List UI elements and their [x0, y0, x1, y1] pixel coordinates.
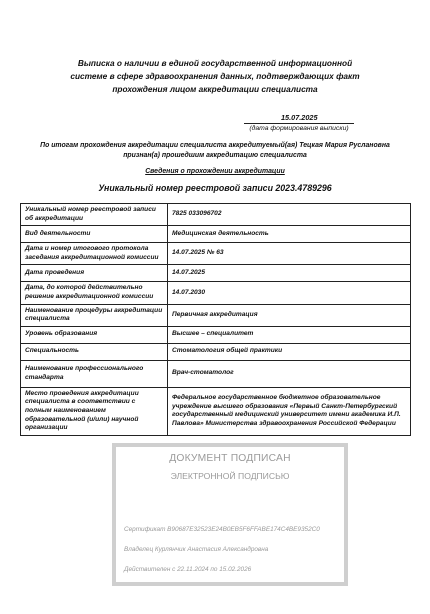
table-row [21, 204, 411, 226]
stamp-owner: Владелец Курлянчик Анастасия Александровна [124, 546, 269, 553]
row-value: Медицинская деятельность [168, 226, 411, 243]
row-value: 14.07.2025 [168, 265, 411, 282]
table-row [21, 326, 411, 343]
accreditation-statement: По итогам прохождения аккредитации специалиста аккредитуемый(ая) Тецкая Мария Руслановна признан(а) прошедшим аккредитацию специалиста [40, 142, 390, 159]
row-value: Высшее – специалитет [168, 326, 411, 343]
row-label: Дата проведения [21, 265, 168, 282]
table-row [21, 360, 411, 387]
row-label: Наименование процедуры аккредитации специалиста [21, 304, 168, 326]
row-label: Место проведения аккредитации специалиста в соответствии с полным наименованием образовательной (и/или) научной организации [21, 387, 168, 435]
row-value: Врач-стоматолог [168, 360, 411, 387]
row-value: 14.07.2030 [168, 282, 411, 304]
formation-date-caption: (дата формирования выписки) [249, 125, 349, 132]
row-value: 7825 033096702 [168, 204, 411, 226]
row-label: Дата, до которой действительно решение аккредитационной комиссии [21, 282, 168, 304]
row-value: Первичная аккредитация [168, 304, 411, 326]
row-label: Наименование профессионального стандарта [21, 360, 168, 387]
table-row [21, 343, 411, 360]
row-label: Вид деятельности [21, 226, 168, 243]
row-label: Специальность [21, 343, 168, 360]
formation-date: 15.07.2025 [244, 113, 354, 124]
row-label: Уникальный номер реестровой записи об аккредитации [21, 204, 168, 226]
registry-number: Уникальный номер реестровой записи 2023.4789296 [98, 183, 332, 193]
table-row [21, 265, 411, 282]
stamp-validity: Действителен с 22.11.2024 по 15.02.2026 [124, 566, 252, 573]
row-label: Уровень образования [21, 326, 168, 343]
document-title: Выписка о наличии в единой государственной информационной системе в сфере здравоохранения данных, подтверждающих факт прохождения лицом аккредитации специалиста [70, 58, 360, 94]
formation-date-block [244, 113, 354, 132]
accreditation-table [20, 203, 411, 436]
table-row [21, 282, 411, 304]
table-row [21, 304, 411, 326]
table-row [21, 387, 411, 435]
row-value: Стоматология общей практики [168, 343, 411, 360]
stamp-title: ДОКУМЕНТ ПОДПИСАН [169, 453, 291, 464]
stamp-certificate: Сертификат B90687E32523E24B0EB5F6FFABE174C4BE9352C0 [124, 526, 320, 533]
row-value: Федеральное государственное бюджетное образовательное учреждение высшего образования «Первый Санкт-Петербургский государственный медицинский университет имени академика И.П. Павлова» Министерства здравоохранения Российской Федерации [168, 387, 411, 435]
electronic-signature-stamp [112, 443, 348, 586]
table-row [21, 243, 411, 265]
info-section-title: Сведения о прохождении аккредитации [145, 168, 285, 175]
table-row [21, 226, 411, 243]
stamp-subtitle: ЭЛЕКТРОННОЙ ПОДПИСЬЮ [170, 471, 290, 481]
row-value: 14.07.2025 № 63 [168, 243, 411, 265]
row-label: Дата и номер итогового протокола заседания аккредитационной комиссии [21, 243, 168, 265]
